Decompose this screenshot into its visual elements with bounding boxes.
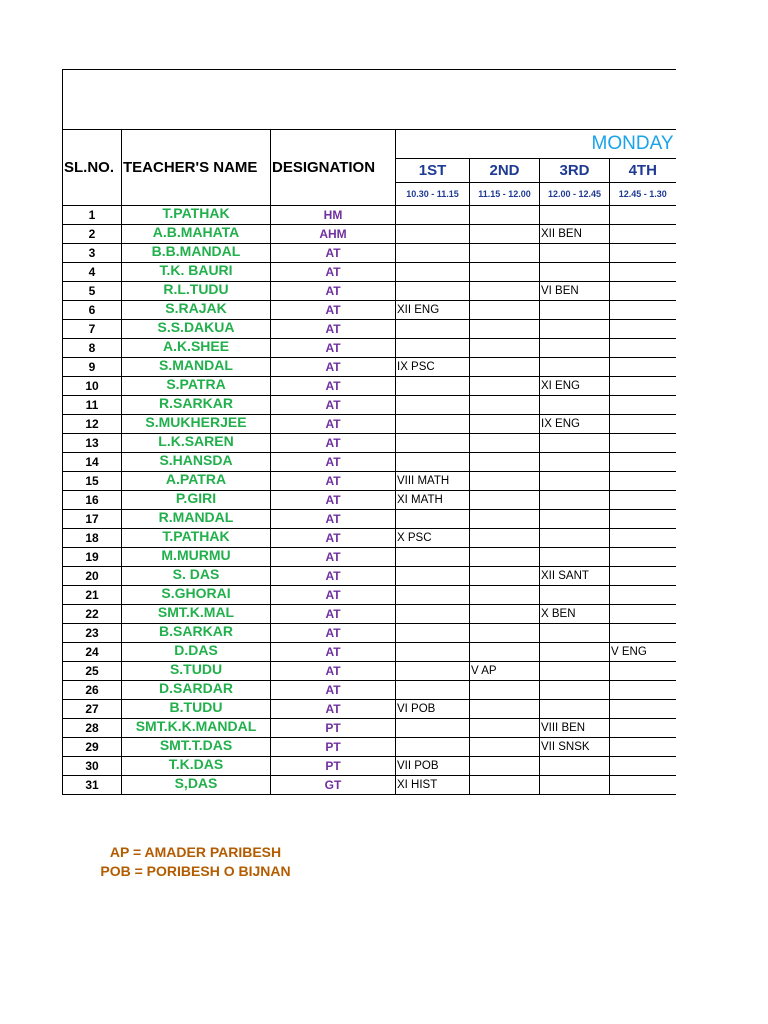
period-4-cell xyxy=(610,396,676,415)
period-3-cell: VII SNSK xyxy=(540,738,610,757)
period-3-cell xyxy=(540,263,610,282)
period-2-cell xyxy=(470,282,540,301)
period-3-cell xyxy=(540,434,610,453)
period-header-3rd: 3RD xyxy=(540,159,610,183)
period-4-cell xyxy=(610,244,676,263)
period-2-cell xyxy=(470,681,540,700)
designation-cell: AT xyxy=(271,244,396,263)
period-4-cell xyxy=(610,548,676,567)
period-3-cell: XI ENG xyxy=(540,377,610,396)
period-header-2nd: 2ND xyxy=(470,159,540,183)
sl-cell: 5 xyxy=(63,282,122,301)
period-3-cell xyxy=(540,643,610,662)
period-2-cell xyxy=(470,643,540,662)
teacher-name-cell: T.PATHAK xyxy=(122,529,271,548)
period-header-1st: 1ST xyxy=(396,159,470,183)
designation-cell: AT xyxy=(271,263,396,282)
period-2-cell xyxy=(470,225,540,244)
period-2-cell xyxy=(470,358,540,377)
period-1-cell xyxy=(396,662,470,681)
title-area xyxy=(63,70,676,130)
period-time-2nd: 11.15 - 12.00 xyxy=(470,183,540,206)
designation-cell: PT xyxy=(271,719,396,738)
period-2-cell xyxy=(470,738,540,757)
sl-cell: 21 xyxy=(63,586,122,605)
timetable xyxy=(62,69,676,795)
period-2-cell xyxy=(470,453,540,472)
period-1-cell: VI POB xyxy=(396,700,470,719)
designation-cell: AT xyxy=(271,491,396,510)
sl-cell: 11 xyxy=(63,396,122,415)
period-3-cell xyxy=(540,529,610,548)
period-4-cell xyxy=(610,339,676,358)
period-3-cell xyxy=(540,491,610,510)
period-1-cell: IX PSC xyxy=(396,358,470,377)
sl-cell: 9 xyxy=(63,358,122,377)
sl-cell: 23 xyxy=(63,624,122,643)
period-2-cell xyxy=(470,529,540,548)
sl-cell: 1 xyxy=(63,206,122,225)
teacher-name-cell: A.B.MAHATA xyxy=(122,225,271,244)
teacher-name-cell: L.K.SAREN xyxy=(122,434,271,453)
teacher-name-cell: M.MURMU xyxy=(122,548,271,567)
sl-cell: 14 xyxy=(63,453,122,472)
period-1-cell: XI MATH xyxy=(396,491,470,510)
period-1-cell xyxy=(396,377,470,396)
designation-cell: AT xyxy=(271,643,396,662)
period-1-cell xyxy=(396,510,470,529)
period-1-cell xyxy=(396,415,470,434)
table-row xyxy=(63,472,676,491)
period-3-cell xyxy=(540,358,610,377)
sl-cell: 7 xyxy=(63,320,122,339)
period-3-cell xyxy=(540,339,610,358)
period-2-cell xyxy=(470,491,540,510)
sl-cell: 3 xyxy=(63,244,122,263)
designation-cell: AT xyxy=(271,301,396,320)
sl-cell: 13 xyxy=(63,434,122,453)
teacher-name-cell: A.PATRA xyxy=(122,472,271,491)
table-row xyxy=(63,396,676,415)
period-3-cell xyxy=(540,662,610,681)
period-4-cell xyxy=(610,377,676,396)
sl-cell: 20 xyxy=(63,567,122,586)
period-time-3rd: 12.00 - 12.45 xyxy=(540,183,610,206)
period-4-cell xyxy=(610,225,676,244)
period-4-cell xyxy=(610,206,676,225)
table-row xyxy=(63,225,676,244)
period-2-cell xyxy=(470,434,540,453)
period-4-cell xyxy=(610,301,676,320)
table-row xyxy=(63,263,676,282)
period-3-cell: XII SANT xyxy=(540,567,610,586)
teacher-name-cell: S.RAJAK xyxy=(122,301,271,320)
teacher-name-cell: S.MUKHERJEE xyxy=(122,415,271,434)
period-1-cell xyxy=(396,282,470,301)
period-4-cell xyxy=(610,700,676,719)
period-2-cell xyxy=(470,567,540,586)
period-1-cell xyxy=(396,434,470,453)
designation-cell: AT xyxy=(271,529,396,548)
period-2-cell xyxy=(470,586,540,605)
period-4-cell xyxy=(610,358,676,377)
designation-cell: AT xyxy=(271,282,396,301)
period-4-cell xyxy=(610,510,676,529)
period-4-cell xyxy=(610,719,676,738)
period-2-cell xyxy=(470,510,540,529)
sl-cell: 16 xyxy=(63,491,122,510)
period-4-cell xyxy=(610,624,676,643)
legend xyxy=(0,843,391,881)
designation-cell: AT xyxy=(271,681,396,700)
period-1-cell: XI HIST xyxy=(396,776,470,795)
designation-cell: GT xyxy=(271,776,396,795)
legend-item-pob: POB = PORIBESH O BIJNAN xyxy=(100,863,291,879)
designation-cell: AT xyxy=(271,320,396,339)
table-row xyxy=(63,548,676,567)
table-row xyxy=(63,757,676,776)
period-4-cell: V ENG xyxy=(610,643,676,662)
designation-cell: AT xyxy=(271,358,396,377)
table-row xyxy=(63,700,676,719)
period-1-cell xyxy=(396,719,470,738)
designation-cell: HM xyxy=(271,206,396,225)
teacher-name-cell: T.K. BAURI xyxy=(122,263,271,282)
period-4-cell xyxy=(610,263,676,282)
sl-cell: 30 xyxy=(63,757,122,776)
period-3-cell: X BEN xyxy=(540,605,610,624)
period-3-cell: VIII BEN xyxy=(540,719,610,738)
period-4-cell xyxy=(610,681,676,700)
period-3-cell xyxy=(540,700,610,719)
period-2-cell xyxy=(470,605,540,624)
table-row xyxy=(63,415,676,434)
period-1-cell xyxy=(396,339,470,358)
period-1-cell: VIII MATH xyxy=(396,472,470,491)
teacher-name-cell: R.SARKAR xyxy=(122,396,271,415)
period-1-cell xyxy=(396,225,470,244)
period-1-cell xyxy=(396,738,470,757)
teacher-name-cell: A.K.SHEE xyxy=(122,339,271,358)
sl-cell: 25 xyxy=(63,662,122,681)
period-4-cell xyxy=(610,605,676,624)
header-sl-no: SL.NO. xyxy=(63,130,122,206)
period-3-cell: VI BEN xyxy=(540,282,610,301)
period-4-cell xyxy=(610,472,676,491)
table-row xyxy=(63,586,676,605)
period-4-cell xyxy=(610,415,676,434)
teacher-name-cell: S. DAS xyxy=(122,567,271,586)
period-3-cell xyxy=(540,320,610,339)
sl-cell: 19 xyxy=(63,548,122,567)
header-teacher-name: TEACHER'S NAME xyxy=(122,130,271,206)
period-1-cell xyxy=(396,548,470,567)
designation-cell: AT xyxy=(271,586,396,605)
period-1-cell xyxy=(396,263,470,282)
designation-cell: AT xyxy=(271,662,396,681)
teacher-name-cell: S,DAS xyxy=(122,776,271,795)
table-row xyxy=(63,206,676,225)
sl-cell: 22 xyxy=(63,605,122,624)
period-1-cell xyxy=(396,586,470,605)
period-3-cell xyxy=(540,624,610,643)
sl-cell: 6 xyxy=(63,301,122,320)
table-row xyxy=(63,510,676,529)
teacher-name-cell: B.SARKAR xyxy=(122,624,271,643)
table-row xyxy=(63,434,676,453)
period-4-cell xyxy=(610,757,676,776)
designation-cell: AT xyxy=(271,567,396,586)
table-row xyxy=(63,453,676,472)
table-row xyxy=(63,529,676,548)
table-row xyxy=(63,244,676,263)
period-3-cell: IX ENG xyxy=(540,415,610,434)
period-2-cell xyxy=(470,548,540,567)
period-1-cell xyxy=(396,624,470,643)
period-2-cell xyxy=(470,339,540,358)
table-row xyxy=(63,738,676,757)
sl-cell: 2 xyxy=(63,225,122,244)
teacher-name-cell: S.HANSDA xyxy=(122,453,271,472)
table-row xyxy=(63,320,676,339)
period-4-cell xyxy=(610,662,676,681)
sl-cell: 27 xyxy=(63,700,122,719)
period-2-cell xyxy=(470,377,540,396)
period-2-cell xyxy=(470,719,540,738)
period-3-cell xyxy=(540,472,610,491)
period-1-cell xyxy=(396,396,470,415)
designation-cell: AT xyxy=(271,434,396,453)
period-3-cell xyxy=(540,757,610,776)
period-time-1st: 10.30 - 11.15 xyxy=(396,183,470,206)
sl-cell: 4 xyxy=(63,263,122,282)
designation-cell: AT xyxy=(271,700,396,719)
designation-cell: AT xyxy=(271,510,396,529)
table-row xyxy=(63,776,676,795)
table-row xyxy=(63,358,676,377)
period-4-cell xyxy=(610,586,676,605)
period-1-cell xyxy=(396,206,470,225)
period-2-cell xyxy=(470,206,540,225)
teacher-name-cell: S.MANDAL xyxy=(122,358,271,377)
period-3-cell xyxy=(540,396,610,415)
teacher-name-cell: SMT.K.K.MANDAL xyxy=(122,719,271,738)
period-1-cell xyxy=(396,643,470,662)
period-2-cell xyxy=(470,776,540,795)
period-1-cell xyxy=(396,320,470,339)
table-row xyxy=(63,719,676,738)
designation-cell: AT xyxy=(271,624,396,643)
period-4-cell xyxy=(610,434,676,453)
day-header: MONDAY xyxy=(396,130,676,159)
period-2-cell xyxy=(470,244,540,263)
table-row xyxy=(63,605,676,624)
designation-cell: AT xyxy=(271,453,396,472)
designation-cell: AT xyxy=(271,605,396,624)
designation-cell: AHM xyxy=(271,225,396,244)
designation-cell: PT xyxy=(271,757,396,776)
designation-cell: AT xyxy=(271,377,396,396)
designation-cell: AT xyxy=(271,396,396,415)
sl-cell: 8 xyxy=(63,339,122,358)
period-1-cell: VII POB xyxy=(396,757,470,776)
designation-cell: AT xyxy=(271,415,396,434)
table-row xyxy=(63,377,676,396)
period-2-cell xyxy=(470,320,540,339)
period-3-cell xyxy=(540,681,610,700)
sl-cell: 12 xyxy=(63,415,122,434)
period-4-cell xyxy=(610,529,676,548)
sl-cell: 31 xyxy=(63,776,122,795)
teacher-name-cell: B.B.MANDAL xyxy=(122,244,271,263)
period-1-cell xyxy=(396,244,470,263)
teacher-name-cell: P.GIRI xyxy=(122,491,271,510)
period-2-cell xyxy=(470,700,540,719)
sl-cell: 28 xyxy=(63,719,122,738)
period-4-cell xyxy=(610,491,676,510)
period-2-cell xyxy=(470,301,540,320)
period-4-cell xyxy=(610,453,676,472)
period-4-cell xyxy=(610,776,676,795)
period-4-cell xyxy=(610,320,676,339)
period-header-4th: 4TH xyxy=(610,159,676,183)
period-3-cell: XII BEN xyxy=(540,225,610,244)
table-row xyxy=(63,662,676,681)
period-2-cell xyxy=(470,757,540,776)
sl-cell: 15 xyxy=(63,472,122,491)
period-3-cell xyxy=(540,301,610,320)
table-row xyxy=(63,643,676,662)
sl-cell: 29 xyxy=(63,738,122,757)
teacher-name-cell: S.S.DAKUA xyxy=(122,320,271,339)
header-designation: DESIGNATION xyxy=(271,130,396,206)
period-1-cell xyxy=(396,681,470,700)
period-3-cell xyxy=(540,548,610,567)
sl-cell: 26 xyxy=(63,681,122,700)
period-1-cell: XII ENG xyxy=(396,301,470,320)
period-2-cell xyxy=(470,263,540,282)
period-3-cell xyxy=(540,206,610,225)
timetable-sheet xyxy=(62,69,676,795)
sl-cell: 10 xyxy=(63,377,122,396)
sl-cell: 18 xyxy=(63,529,122,548)
designation-cell: AT xyxy=(271,339,396,358)
teacher-name-cell: S.GHORAI xyxy=(122,586,271,605)
table-row xyxy=(63,301,676,320)
period-1-cell: X PSC xyxy=(396,529,470,548)
teacher-name-cell: R.L.TUDU xyxy=(122,282,271,301)
table-row xyxy=(63,681,676,700)
period-3-cell xyxy=(540,586,610,605)
period-3-cell xyxy=(540,244,610,263)
table-row xyxy=(63,491,676,510)
period-3-cell xyxy=(540,453,610,472)
period-4-cell xyxy=(610,282,676,301)
teacher-name-cell: D.SARDAR xyxy=(122,681,271,700)
teacher-name-cell: SMT.T.DAS xyxy=(122,738,271,757)
period-1-cell xyxy=(396,567,470,586)
period-3-cell xyxy=(540,776,610,795)
sl-cell: 24 xyxy=(63,643,122,662)
teacher-name-cell: R.MANDAL xyxy=(122,510,271,529)
period-2-cell: V AP xyxy=(470,662,540,681)
designation-cell: AT xyxy=(271,548,396,567)
period-2-cell xyxy=(470,396,540,415)
period-1-cell xyxy=(396,605,470,624)
legend-item-ap: AP = AMADER PARIBESH xyxy=(109,844,282,860)
teacher-name-cell: B.TUDU xyxy=(122,700,271,719)
period-4-cell xyxy=(610,738,676,757)
teacher-name-cell: S.PATRA xyxy=(122,377,271,396)
table-row xyxy=(63,339,676,358)
designation-cell: PT xyxy=(271,738,396,757)
teacher-name-cell: S.TUDU xyxy=(122,662,271,681)
sl-cell: 17 xyxy=(63,510,122,529)
designation-cell: AT xyxy=(271,472,396,491)
table-row xyxy=(63,567,676,586)
period-4-cell xyxy=(610,567,676,586)
teacher-name-cell: T.K.DAS xyxy=(122,757,271,776)
table-row xyxy=(63,624,676,643)
period-2-cell xyxy=(470,472,540,491)
period-time-4th: 12.45 - 1.30 xyxy=(610,183,676,206)
period-2-cell xyxy=(470,624,540,643)
table-row xyxy=(63,282,676,301)
teacher-name-cell: D.DAS xyxy=(122,643,271,662)
period-1-cell xyxy=(396,453,470,472)
teacher-name-cell: SMT.K.MAL xyxy=(122,605,271,624)
period-2-cell xyxy=(470,415,540,434)
period-3-cell xyxy=(540,510,610,529)
teacher-name-cell: T.PATHAK xyxy=(122,206,271,225)
